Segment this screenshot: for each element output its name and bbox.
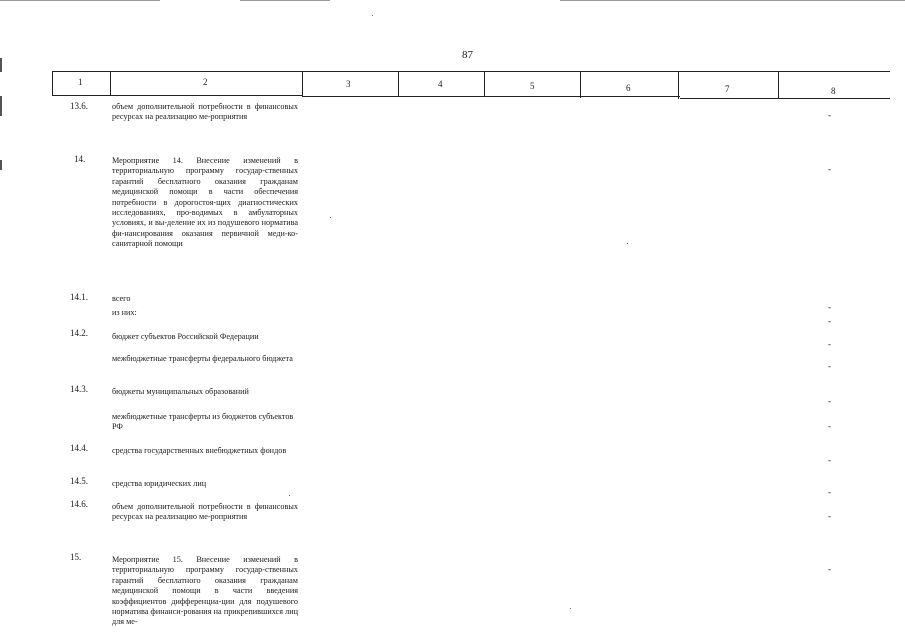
row-text: из них:	[112, 308, 137, 317]
row-number: 14.	[74, 154, 86, 164]
column-number: 6	[626, 83, 631, 93]
row-value: -	[828, 511, 831, 521]
header-top-border	[52, 71, 890, 72]
row-text: бюджет субъектов Российской Федерации	[112, 332, 259, 341]
header-bottom-border	[680, 98, 890, 99]
row-number: 14.4.	[70, 443, 88, 453]
column-number: 1	[78, 77, 83, 87]
scan-edge-mark	[0, 58, 2, 72]
row-value: -	[828, 455, 831, 465]
col-divider	[778, 71, 779, 99]
row-text: средства юридических лиц	[112, 479, 207, 488]
row-number: 14.1.	[70, 292, 88, 302]
column-number: 8	[831, 86, 836, 96]
scan-edge-mark	[0, 96, 2, 116]
row-value: -	[828, 339, 831, 349]
header-bottom-border	[52, 95, 302, 96]
row-value: -	[828, 361, 831, 371]
row-number: 14.3.	[70, 384, 88, 394]
row-value: -	[828, 487, 831, 497]
column-number: 3	[346, 79, 351, 89]
row-text: объем дополнительной потребности в финансовых ресурсах на реализацию ме-роприятия	[112, 102, 298, 122]
scan-top-line	[240, 0, 330, 1]
page-number: 87	[462, 49, 473, 61]
scan-speck	[289, 495, 290, 496]
row-text: межбюджетные трансферты из бюджетов субъектов РФ	[112, 412, 294, 432]
row-text: Мероприятие 14. Внесение изменений в территориальную программу государ-ственных гарантий бесплатного оказания гражданам медицинской помощи в части обеспечения потребности в дорогостоя-щих диагностических исследованиях, про-водимых в амбулаторных условиях, и вы-деление их из подушевого норматива фи-нансирования оказания первичной меди-ко-санитарной помощи	[112, 156, 298, 249]
row-number: 14.6.	[70, 499, 88, 509]
row-value: -	[828, 316, 831, 326]
row-text: бюджеты муниципальных образований	[112, 387, 249, 396]
scan-speck	[570, 608, 571, 609]
header-bottom-border	[302, 96, 680, 97]
col-divider	[110, 71, 111, 96]
col-divider	[398, 71, 399, 97]
column-number: 4	[438, 79, 443, 89]
row-value: -	[828, 110, 831, 120]
row-text: межбюджетные трансферты федерального бюджета	[112, 354, 293, 363]
row-value: -	[828, 564, 831, 574]
row-text: всего	[112, 294, 131, 303]
scan-top-line	[0, 0, 160, 1]
scan-speck	[330, 217, 331, 218]
row-text: объем дополнительной потребности в финансовых ресурсах на реализацию ме-роприятия	[112, 502, 298, 522]
column-number: 5	[530, 81, 535, 91]
row-text: средства государственных внебюджетных фондов	[112, 446, 287, 455]
column-number: 7	[725, 84, 730, 94]
column-number: 2	[203, 77, 208, 87]
col-divider	[484, 71, 485, 97]
row-value: -	[828, 164, 831, 174]
col-divider	[678, 71, 679, 99]
row-number: 15.	[70, 552, 82, 562]
col-divider	[52, 71, 53, 96]
scan-speck	[627, 243, 628, 244]
scan-top-line	[560, 0, 905, 1]
row-number: 14.2.	[70, 328, 88, 338]
scan-edge-mark	[0, 160, 2, 170]
row-number: 14.5.	[70, 476, 88, 486]
row-number: 13.6.	[70, 101, 88, 111]
row-value: -	[828, 302, 831, 312]
col-divider	[302, 71, 303, 97]
col-divider	[580, 71, 581, 98]
row-text: Мероприятие 15. Внесение изменений в территориальную программу государ-ственных гарантий бесплатного оказания гражданам медицинской помощи в части введения коэффициентов дифференциа-ции для подушевого норматива финанси-рования на прикрепившихся лиц для ме-	[112, 555, 298, 627]
scan-speck	[372, 15, 373, 16]
row-value: -	[828, 396, 831, 406]
row-value: -	[828, 421, 831, 431]
